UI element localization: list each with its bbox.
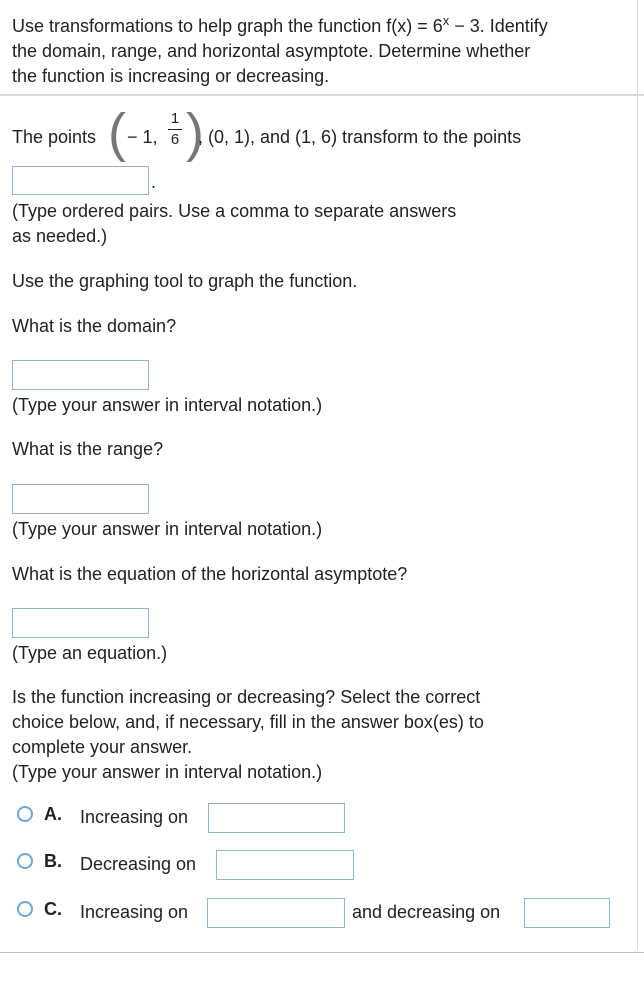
prompt-exponent: x	[442, 13, 450, 28]
prompt-line3: the function is increasing or decreasing.	[12, 66, 330, 86]
asymptote-input[interactable]	[12, 608, 149, 638]
right-paren: )	[186, 103, 204, 163]
domain-question: What is the domain?	[12, 316, 177, 336]
behavior-line2: choice below, and, if necessary, fill in the answer box(es) to	[12, 712, 484, 732]
points-period: .	[151, 172, 157, 192]
choice-c-input-2[interactable]	[524, 898, 610, 928]
choice-c-label: Increasing on	[80, 902, 189, 922]
asymptote-question: What is the equation of the horizontal asymptote?	[12, 564, 408, 584]
choice-b-label: Decreasing on	[80, 854, 197, 874]
choice-a-radio[interactable]	[17, 806, 33, 822]
choice-a-label: Increasing on	[80, 807, 189, 827]
points-hint-line1: (Type ordered pairs. Use a comma to separate answers	[12, 201, 457, 221]
choice-c-label2: and decreasing on	[352, 902, 501, 922]
question-header	[0, 0, 644, 96]
prompt-line1a: Use transformations to help graph the function f(x) = 6	[12, 16, 443, 36]
left-paren: (	[108, 103, 126, 163]
fraction-denominator: 6	[170, 131, 180, 148]
question-prompt	[12, 8, 632, 89]
behavior-hint: (Type your answer in interval notation.)	[12, 762, 323, 782]
fraction-numerator: 1	[170, 110, 180, 127]
behavior-line3: complete your answer.	[12, 737, 193, 757]
range-hint: (Type your answer in interval notation.)	[12, 519, 323, 539]
bottom-divider	[0, 952, 644, 953]
choice-b-letter: B.	[44, 851, 62, 871]
choice-c-input-1[interactable]	[207, 898, 345, 928]
prompt-line2: the domain, range, and horizontal asymptote. Determine whether	[12, 41, 531, 61]
domain-hint: (Type your answer in interval notation.)	[12, 395, 323, 415]
point1-x: − 1,	[127, 127, 158, 147]
range-question: What is the range?	[12, 439, 164, 459]
choice-b-input[interactable]	[216, 850, 354, 880]
points-prefix: The points	[12, 127, 97, 147]
right-divider	[637, 0, 638, 950]
range-input[interactable]	[12, 484, 149, 514]
choice-b-radio[interactable]	[17, 853, 33, 869]
points-rest: , (0, 1), and (1, 6) transform to the points	[198, 127, 522, 147]
asymptote-hint: (Type an equation.)	[12, 643, 168, 663]
fraction-bar	[168, 129, 182, 130]
domain-input[interactable]	[12, 360, 149, 390]
points-hint-line2: as needed.)	[12, 226, 108, 246]
point1-fraction	[168, 111, 182, 148]
choice-a-input[interactable]	[208, 803, 345, 833]
behavior-line1: Is the function increasing or decreasing? Select the correct	[12, 687, 481, 707]
choice-c-letter: C.	[44, 899, 62, 919]
prompt-line1b: − 3. Identify	[449, 16, 548, 36]
choice-a-letter: A.	[44, 804, 62, 824]
choice-c-radio[interactable]	[17, 901, 33, 917]
transformed-points-input[interactable]	[12, 166, 149, 195]
graph-instruction: Use the graphing tool to graph the function.	[12, 271, 358, 291]
